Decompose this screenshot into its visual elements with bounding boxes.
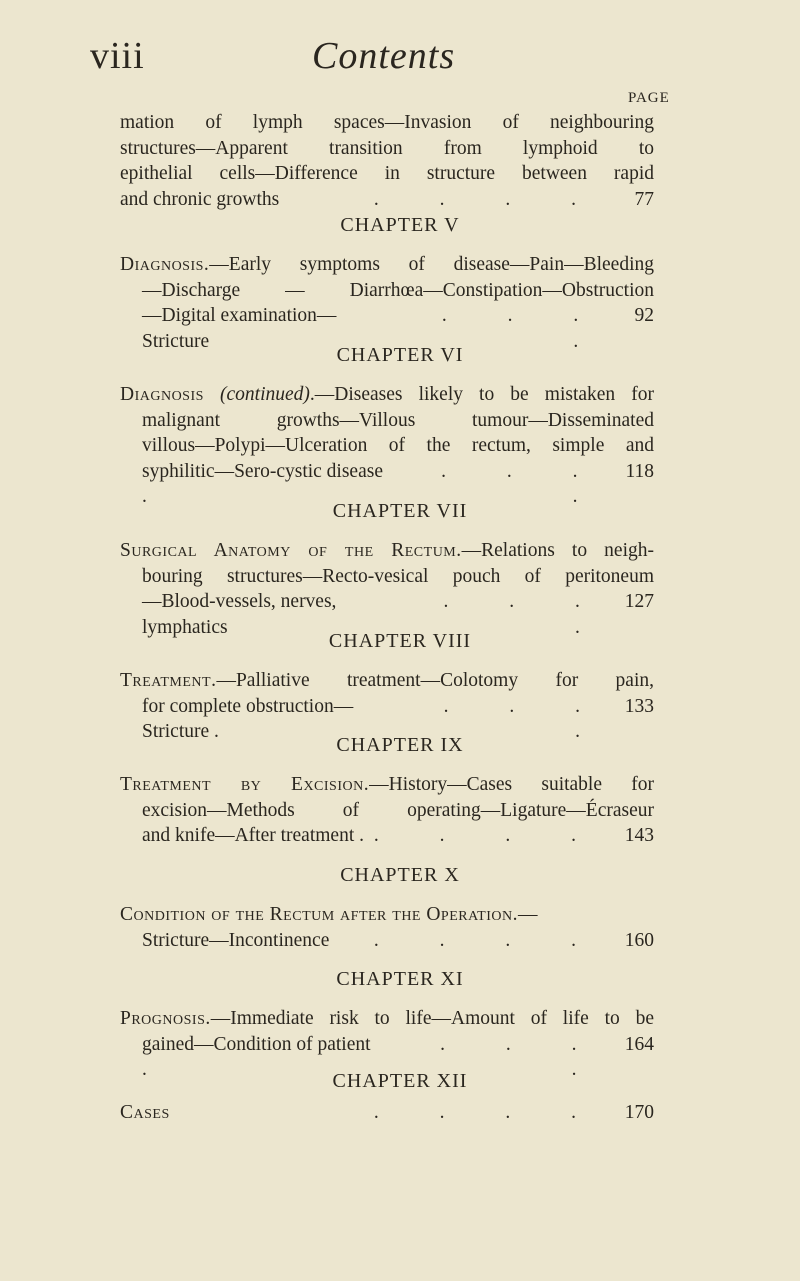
entry-line: Treatment.—Palliative treatment—Colotomy for pain, [120,670,654,691]
page-folio: viii [90,35,145,77]
chapter-heading: CHAPTER VI [336,344,464,366]
entry-line: mation of lymph spaces—Invasion of neighbouring [120,112,654,133]
entry-line: Diagnosis (continued).—Diseases likely to be mistaken for [120,384,654,405]
entry-title: Treatment by Excision. [120,774,370,795]
entry-title: Treatment. [120,670,217,691]
entry-line: Diagnosis.—Early symptoms of disease—Pain—Bleeding [120,254,654,275]
entry-line: and knife—After treatment . [142,825,364,846]
page-number: 92 [634,305,654,326]
page-number: 143 [624,825,654,846]
page-number: 127 [624,591,655,612]
entry-line: —Blood-vessels, nerves, lymphatics [142,591,337,638]
entry-line: and chronic growths [120,188,280,210]
entry-title: Condition of the Rectum after the Operation. [120,904,518,925]
entry-line: Treatment by Excision.—History—Cases suitable for [120,774,654,795]
entry-title: Cases [120,1102,170,1123]
chapter-heading: CHAPTER IX [336,734,464,756]
dot-leader: . . . . [443,695,609,742]
entry-title: Diagnosis [120,384,204,405]
page-number: 170 [624,1102,654,1123]
entry-line: structures—Apparent transition from lymphoid to [120,137,654,159]
entry-leader-line [120,928,654,954]
contents-entry-continuation [120,110,654,212]
entry-line: bouring structures—Recto-vesical pouch of peritoneum [142,565,654,587]
running-head: Contents [312,35,456,77]
page-number: 77 [634,188,654,210]
chapter-heading: CHAPTER XI [336,968,464,990]
entry-line: Stricture—Incontinence [142,929,330,951]
entry-line: gained—Condition of patient . [142,1033,371,1080]
entry-line: Prognosis.—Immediate risk to life—Amount of life to be [120,1008,654,1029]
contents-entry-chapter-10 [120,902,654,953]
page-column-label: PAGE [628,90,670,106]
entry-line: malignant growths—Villous tumour—Disseminated [142,409,654,431]
dot-leader: . . . . [373,929,604,951]
entry-line: —Discharge — Diarrhœa—Constipation—Obstruction [142,279,654,301]
dot-leader: . . . . [373,825,604,846]
dot-leader: . . . . [441,305,607,352]
entry-line: for complete obstruction—Stricture . [142,695,354,742]
entry-line: excision—Methods of operating—Ligature—Écraseur [142,799,654,821]
contents-entry-chapter-9 [120,772,654,849]
page-number: 164 [624,1033,654,1055]
dot-leader: . . . . [373,188,604,210]
contents-entry-chapter-7 [120,538,654,640]
dot-leader: . . . . [441,460,606,507]
entry-line: syphilitic—Sero-cystic disease . [142,460,383,507]
entry-leader-line [120,187,654,213]
chapter-heading: CHAPTER VIII [328,630,472,652]
dot-leader: . . . . [443,591,608,638]
entry-leader-line [120,823,654,849]
entry-line: —Digital examination—Stricture [142,305,337,352]
chapter-heading: CHAPTER VII [332,500,468,522]
entry-line: Condition of the Rectum after the Operation. — [120,902,654,928]
contents-entry-chapter-6 [120,382,654,510]
dot-leader: . . . . [373,1102,604,1123]
chapter-heading: CHAPTER X [340,864,460,886]
entry-title: Surgical Anatomy of the Rectum. [120,540,462,561]
page-number: 133 [624,695,654,717]
chapter-heading: CHAPTER XII [332,1070,468,1092]
contents-entry-chapter-5 [120,252,654,354]
entry-title: Prognosis. [120,1008,211,1029]
dot-leader: . . . . [440,1033,605,1080]
entry-title: Diagnosis. [120,254,210,275]
entry-line: Surgical Anatomy of the Rectum.—Relations to neigh- [120,540,654,561]
entry-line: epithelial cells—Difference in structure between rapid [120,163,654,184]
entry-line: villous—Polypi—Ulceration of the rectum, simple and [142,435,654,456]
page-number: 160 [624,929,654,951]
chapter-heading: CHAPTER V [340,214,460,236]
page-number: 118 [625,460,654,482]
contents-entry-chapter-12 [120,1100,654,1126]
entry-leader-line [120,1100,654,1126]
